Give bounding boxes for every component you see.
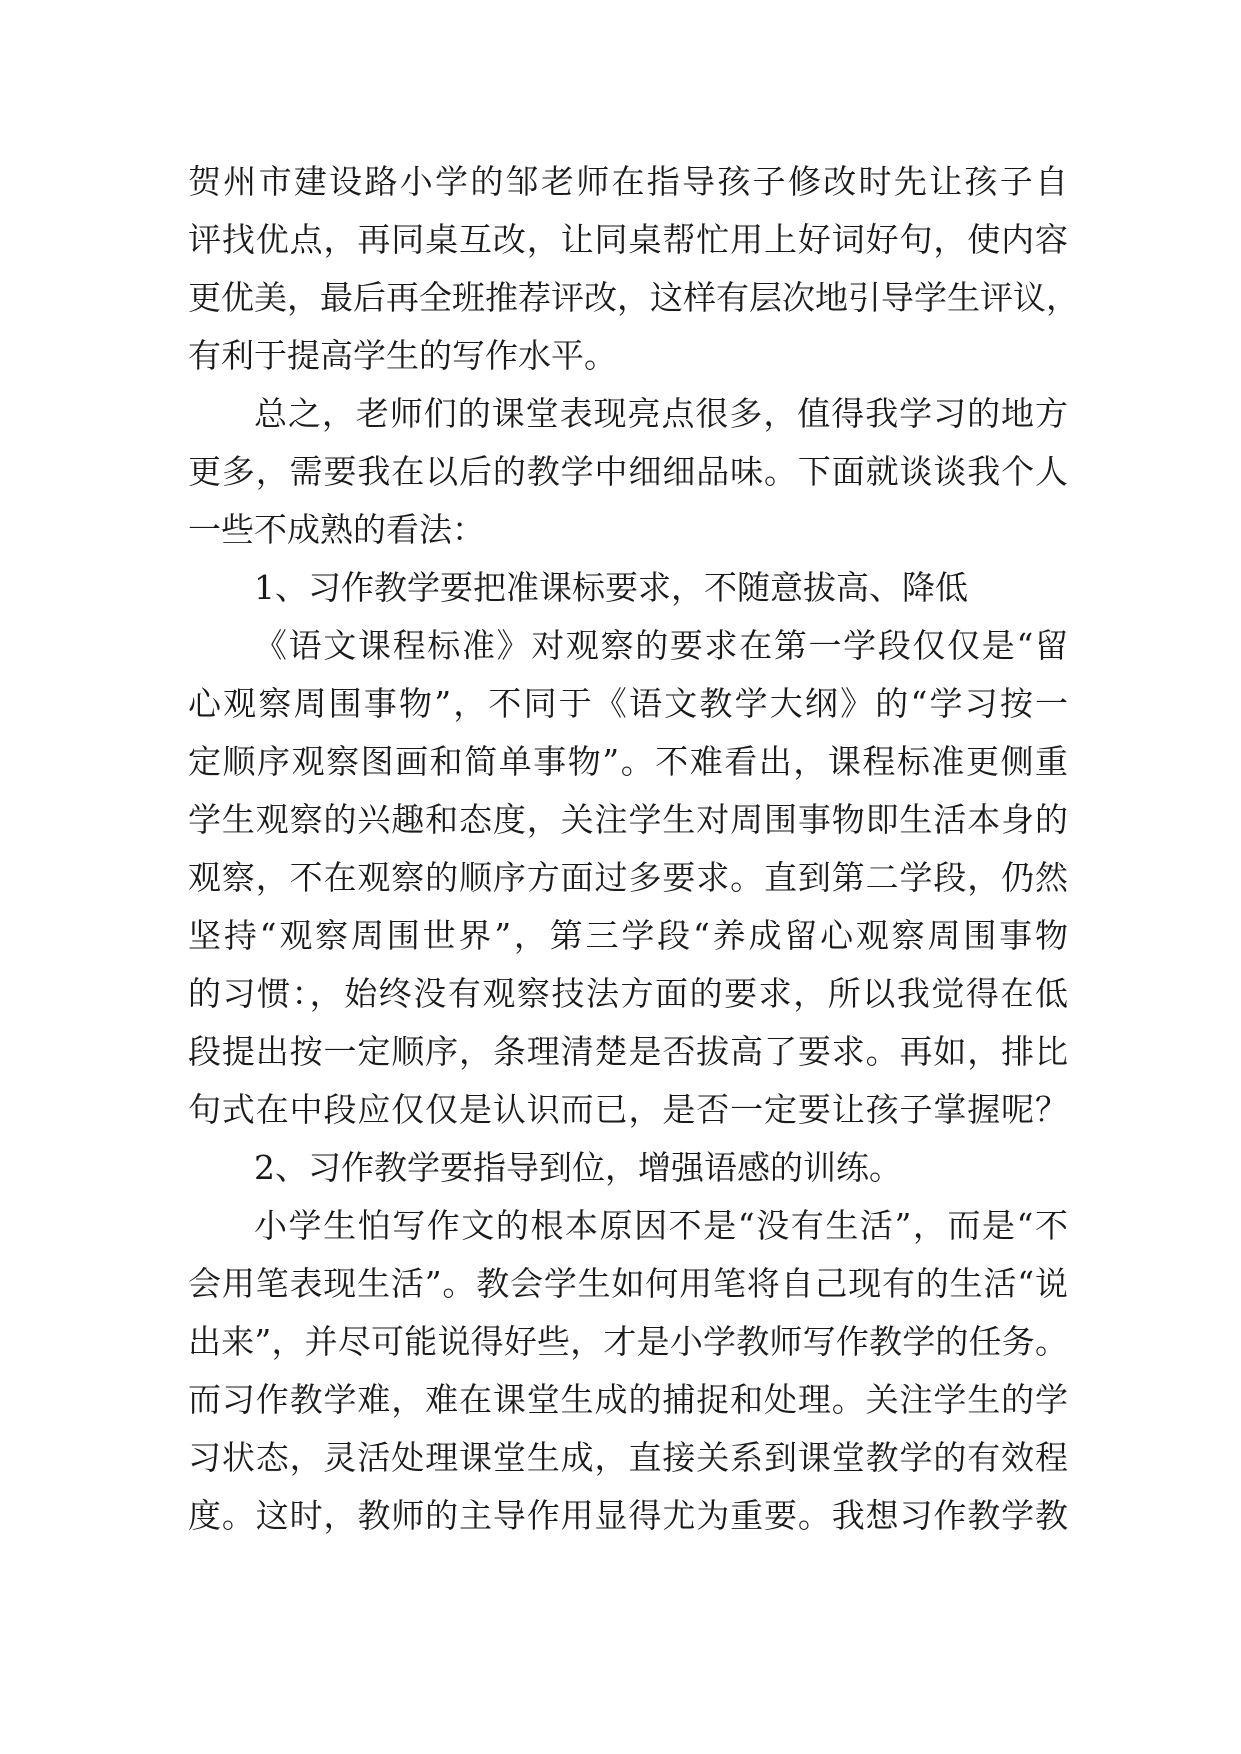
text-line: 而习作教学难，难在课堂生成的捕捉和处理。关注学生的学 [188,1380,1068,1419]
text-line: 心观察周围事物”，不同于《语文教学大纲》的“学习按一 [188,684,1068,723]
text-line: 有利于提高学生的写作水平。 [188,336,617,375]
text-line: 会用笔表现生活”。教会学生如何用笔将自己现有的生活“说 [188,1264,1068,1303]
text-line: 习状态，灵活处理课堂生成，直接关系到课堂教学的有效程 [188,1438,1068,1477]
text-line: 观察，不在观察的顺序方面过多要求。直到第二学段，仍然 [188,858,1068,897]
text-line: 学生观察的兴趣和态度，关注学生对周围事物即生活本身的 [188,800,1068,839]
text-line: 的习惯：，始终没有观察技法方面的要求，所以我觉得在低 [188,974,1068,1013]
text-line: 一些不成熟的看法： [188,510,485,549]
text-line: 坚持“观察周围世界”，第三学段“养成留心观察周围事物 [188,916,1068,955]
text-line: 定顺序观察图画和简单事物”。不难看出，课程标准更侧重 [188,742,1068,781]
text-line: 度。这时，教师的主导作用显得尤为重要。我想习作教学教 [188,1496,1068,1535]
text-line: 小学生怕写作文的根本原因不是“没有生活”，而是“不 [254,1206,1068,1245]
section-heading: 1、习作教学要把准课标要求，不随意拔高、降低 [254,568,968,607]
document-body [188,153,1079,1545]
section-heading: 2、习作教学要指导到位，增强语感的训练。 [254,1148,902,1187]
text-line: 《语文课程标准》对观察的要求在第一学段仅仅是“留 [254,626,1068,665]
text-line: 出来”，并尽可能说得好些，才是小学教师写作教学的任务。 [188,1322,1068,1361]
text-line: 贺州市建设路小学的邹老师在指导孩子修改时先让孩子自 [188,162,1068,201]
text-line: 段提出按一定顺序，条理清楚是否拔高了要求。再如，排比 [188,1032,1068,1071]
text-line: 更优美，最后再全班推荐评改，这样有层次地引导学生评议， [188,278,1079,317]
text-line: 句式在中段应仅仅是认识而已，是否一定要让孩子掌握呢？ [188,1090,1068,1129]
text-line: 更多，需要我在以后的教学中细细品味。下面就谈谈我个人 [188,452,1068,491]
text-line: 总之，老师们的课堂表现亮点很多，值得我学习的地方 [254,394,1068,433]
text-line: 评找优点，再同桌互改，让同桌帮忙用上好词好句，使内容 [188,220,1068,259]
